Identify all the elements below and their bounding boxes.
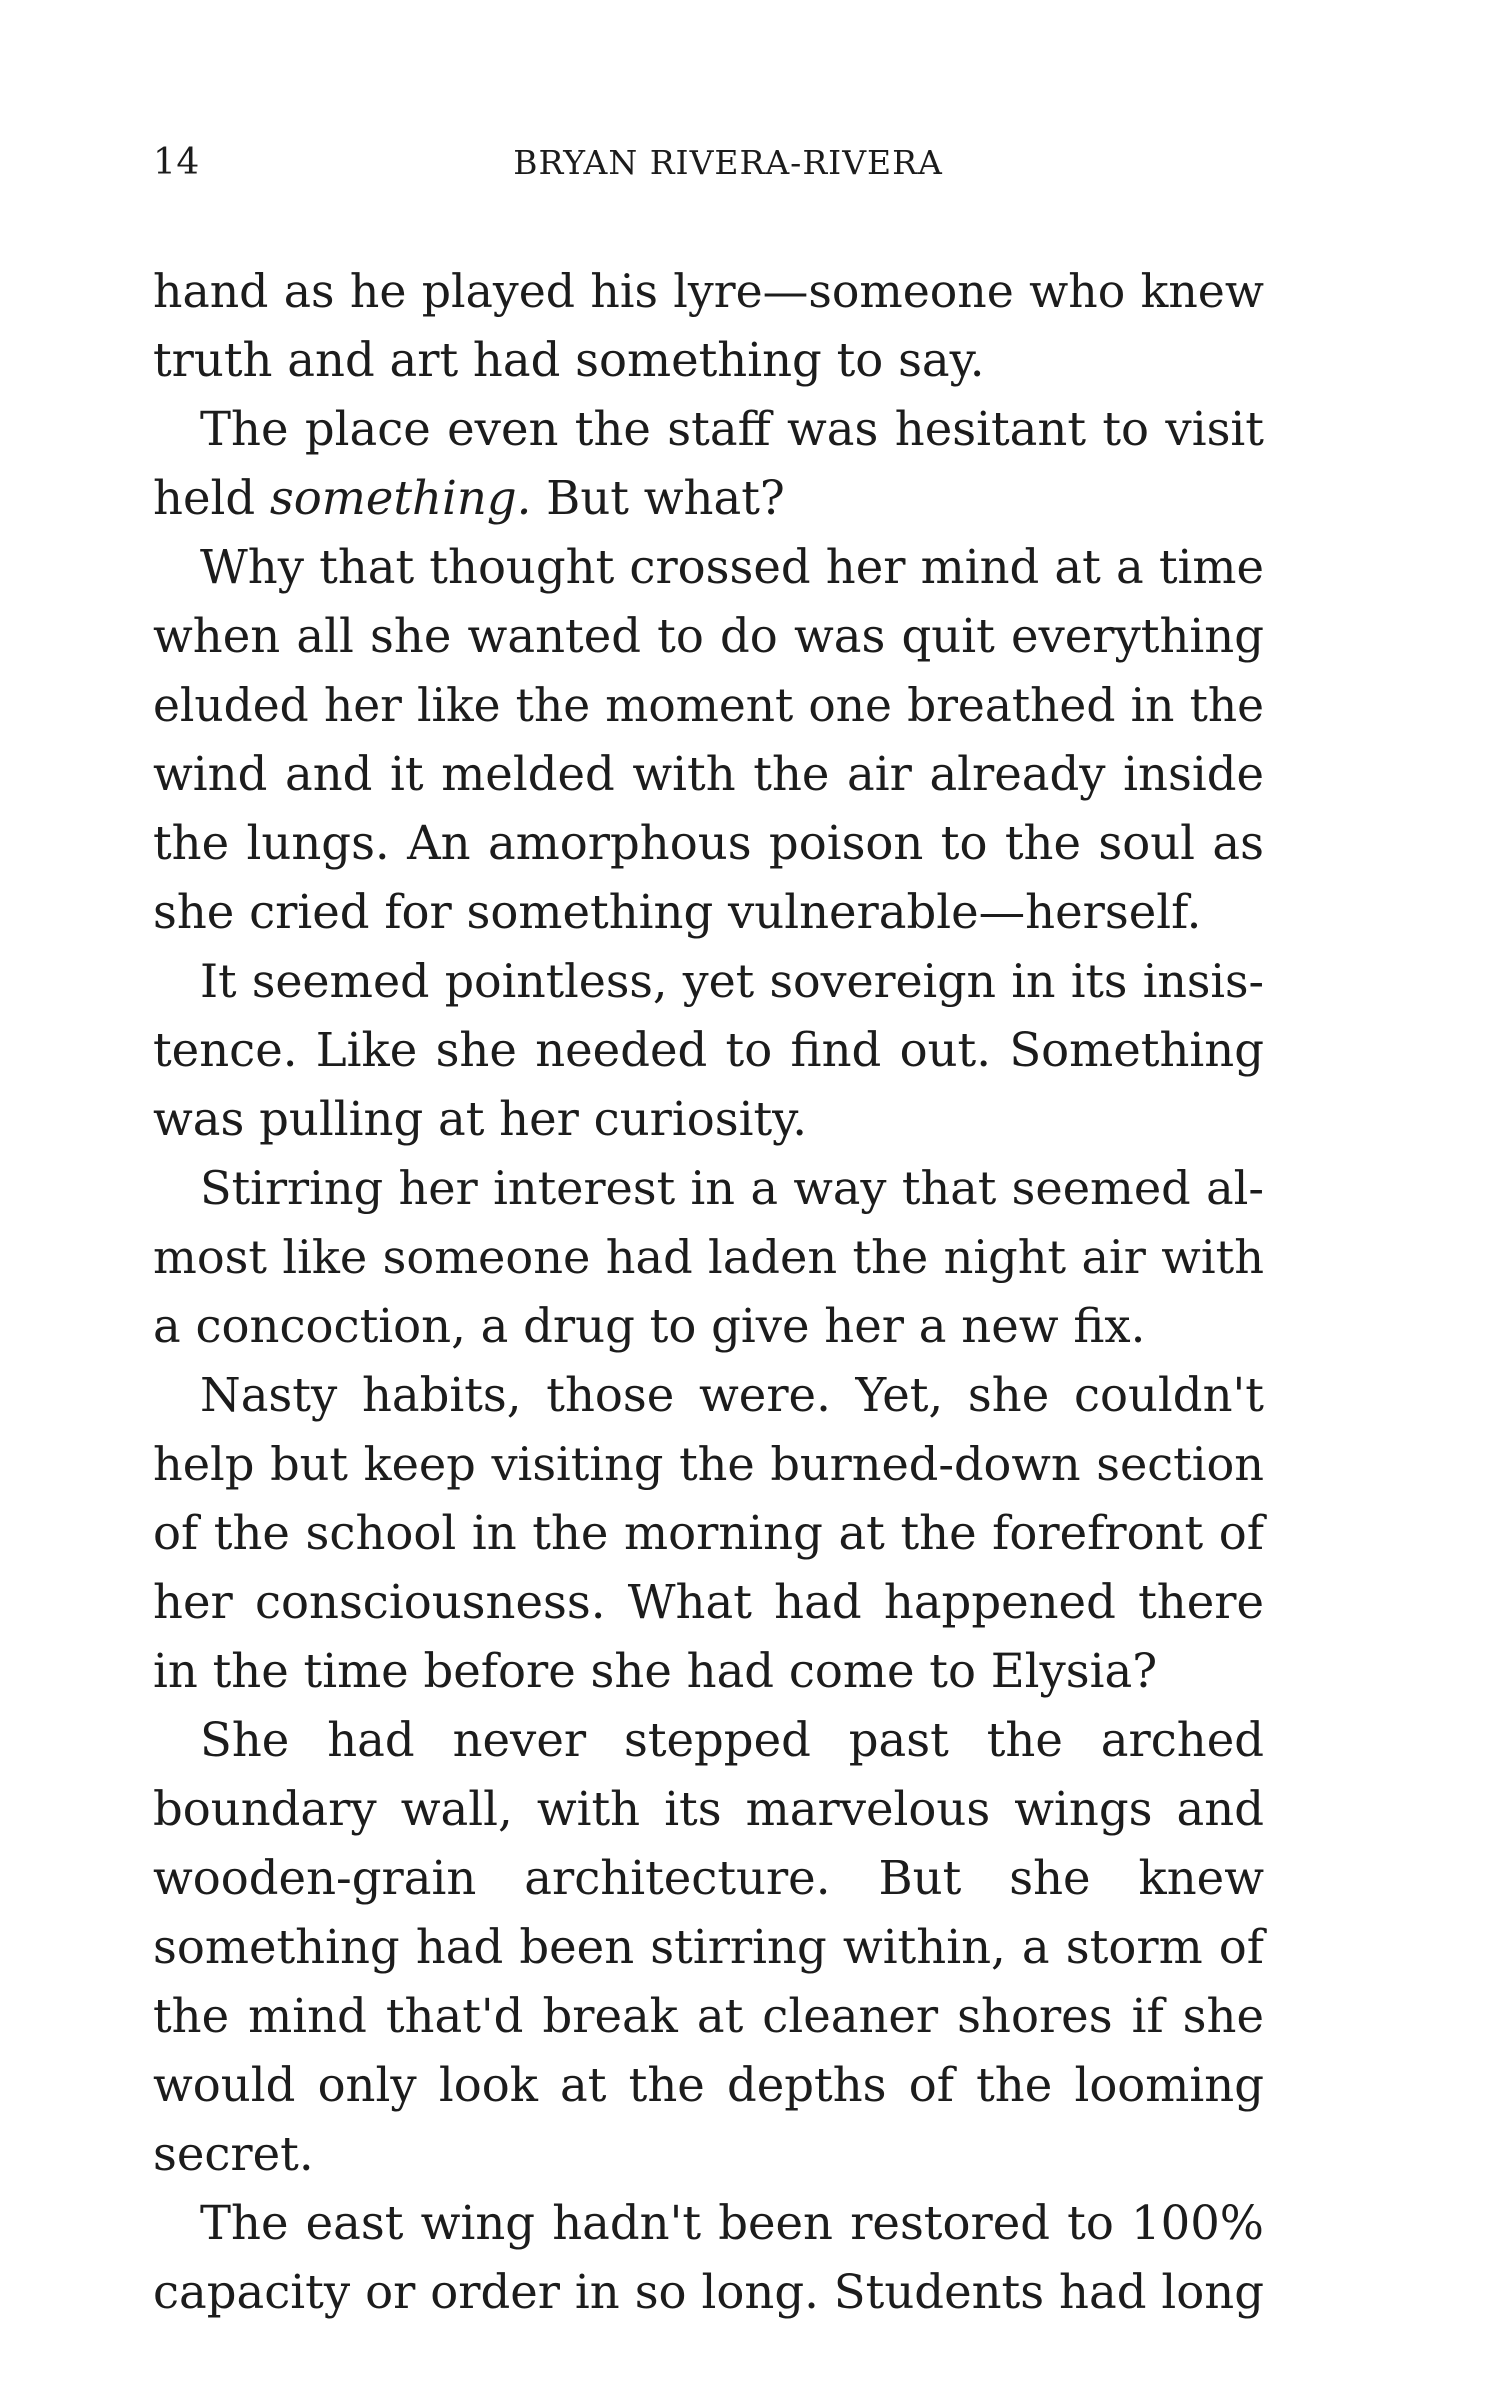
text-line: wooden-grain architecture. But she knew xyxy=(153,1851,1264,1905)
text-line: most like someone had laden the night air with xyxy=(153,1230,1264,1284)
running-title: BRYAN RIVERA-RIVERA xyxy=(513,143,943,182)
text-line: boundary wall, with its marvelous wings and xyxy=(153,1782,1264,1836)
text-run: held xyxy=(153,471,270,525)
text-line: the mind that'd break at cleaner shores if she xyxy=(153,1989,1264,2043)
text-line: truth and art had something to say. xyxy=(153,333,985,387)
text-line: eluded her like the moment one breathed in the xyxy=(153,679,1264,732)
text-line xyxy=(153,464,1264,533)
text-line: her consciousness. What had happened there xyxy=(153,1575,1264,1629)
text-line: of the school in the morning at the forefront of xyxy=(153,1506,1264,1560)
text-line: The place even the staff was hesitant to visit xyxy=(200,402,1264,456)
text-line: help but keep visiting the burned-down section xyxy=(153,1437,1264,1491)
text-line: was pulling at her curiosity. xyxy=(153,1092,808,1146)
text-line: Why that thought crossed her mind at a time xyxy=(200,540,1264,594)
text-line: would only look at the depths of the looming xyxy=(153,2058,1264,2112)
text-line: in the time before she had come to Elysia? xyxy=(153,1644,1158,1698)
running-header xyxy=(153,138,1263,188)
text-line: she cried for something vulnerable—herself. xyxy=(153,885,1202,939)
page-number: 14 xyxy=(153,142,200,183)
text-line: wind and it melded with the air already inside xyxy=(153,747,1264,801)
text-line: secret. xyxy=(153,2127,314,2181)
italic-run: something. xyxy=(269,471,532,525)
text-line: hand as he played his lyre—someone who knew xyxy=(153,265,1264,318)
text-line: when all she wanted to do was quit everything xyxy=(153,609,1264,663)
text-line: something had been stirring within, a storm of xyxy=(153,1920,1264,1974)
text-run: But what? xyxy=(531,471,785,525)
text-line: tence. Like she needed to find out. Something xyxy=(153,1023,1264,1077)
text-line: Nasty habits, those were. Yet, she couldn't xyxy=(200,1368,1264,1422)
text-line: The east wing hadn't been restored to 100% xyxy=(200,2196,1264,2250)
body-text xyxy=(153,257,1264,2327)
text-line: Stirring her interest in a way that seemed al- xyxy=(200,1161,1264,1215)
text-line: the lungs. An amorphous poison to the soul as xyxy=(153,816,1264,870)
text-line: a concoction, a drug to give her a new fix. xyxy=(153,1299,1146,1353)
text-line: It seemed pointless, yet sovereign in its insis- xyxy=(200,954,1264,1008)
text-line: capacity or order in so long. Students had long xyxy=(153,2265,1264,2319)
text-line: She had never stepped past the arched xyxy=(200,1713,1264,1767)
